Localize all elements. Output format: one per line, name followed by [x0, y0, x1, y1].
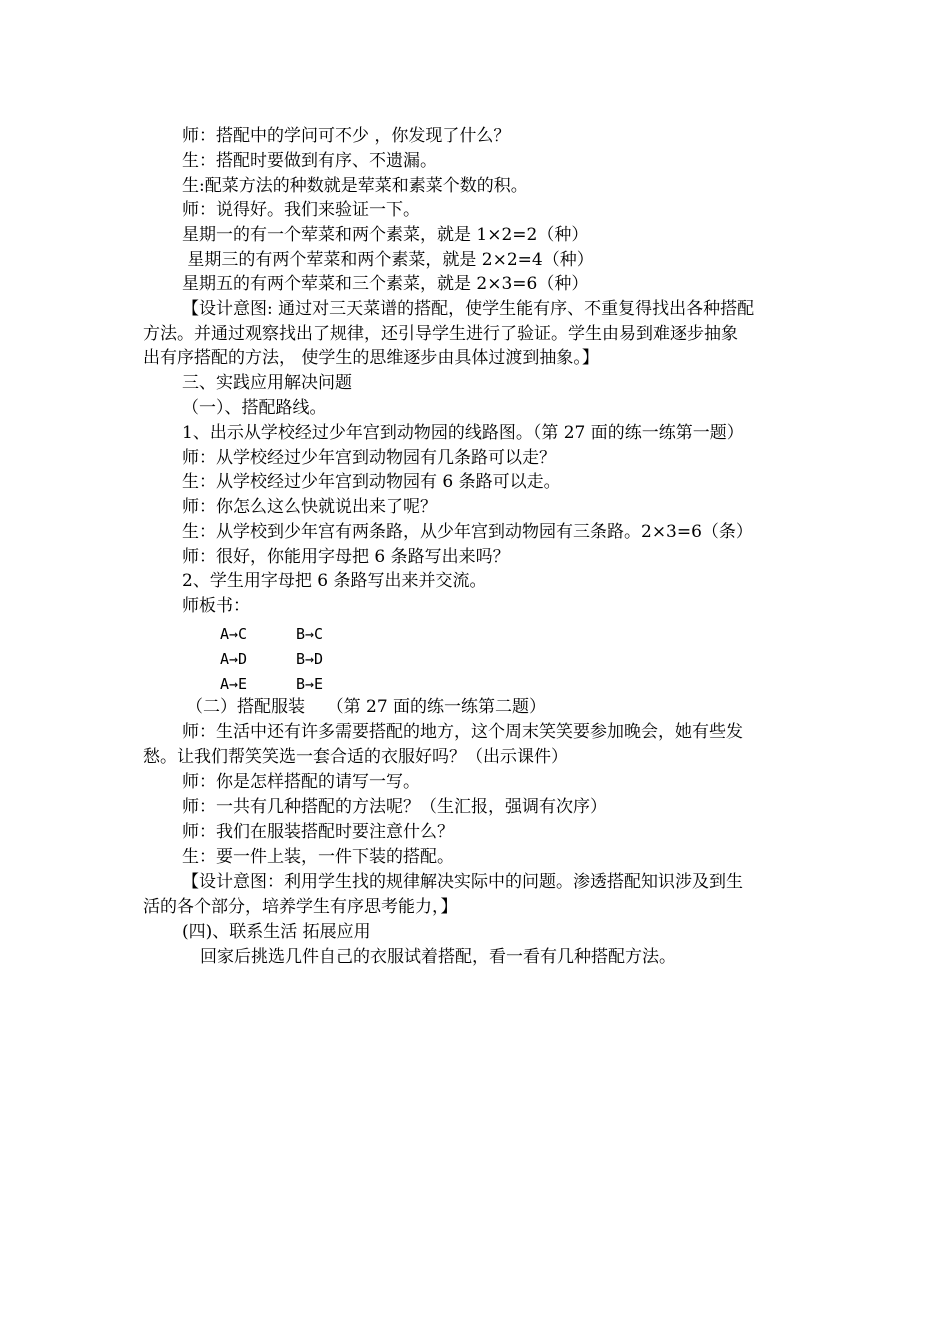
dialogue-line: 师：你是怎样搭配的请写一写。 — [182, 772, 420, 792]
dialogue-line: 师：说得好。我们来验证一下。 — [182, 200, 420, 220]
route-entry: A→D — [220, 650, 248, 668]
design-intent-paragraph: 出有序搭配的方法， 使学生的思维逐步由具体过渡到抽象。】 — [143, 348, 599, 368]
text-line: 2、学生用字母把 6 条路写出来并交流。 — [182, 571, 487, 591]
subsection-heading: （二）搭配服装 （第 27 面的练一练第二题） — [186, 697, 547, 717]
dialogue-line: 愁。让我们帮笑笑选一套合适的衣服好吗？（出示课件） — [143, 747, 568, 767]
text-line: 回家后挑选几件自己的衣服试着搭配，看一看有几种搭配方法。 — [200, 947, 676, 967]
dialogue-line: 师：你怎么这么快就说出来了呢？ — [182, 497, 437, 517]
design-intent-paragraph: 活的各个部分，培养学生有序思考能力，】 — [143, 897, 458, 917]
dialogue-line: 师：生活中还有许多需要搭配的地方，这个周末笑笑要参加晚会，她有些发 — [182, 722, 743, 742]
subsection-heading: （一）、搭配路线。 — [182, 398, 327, 418]
design-intent-paragraph: 方法。并通过观察找出了规律，还引导学生进行了验证。学生由易到难逐步抽象 — [143, 324, 738, 344]
text-line: 星期五的有两个荤菜和三个素菜，就是 2×3=6（种） — [182, 274, 589, 294]
route-entry: A→C — [220, 625, 248, 643]
dialogue-line: 生：要一件上装，一件下装的搭配。 — [182, 847, 454, 867]
design-intent-paragraph: 【设计意图: 通过对三天菜谱的搭配，使学生能有序、不重复得找出各种搭配 — [182, 299, 755, 319]
route-entry: B→D — [296, 650, 324, 668]
dialogue-line: 师：一共有几种搭配的方法呢？（生汇报，强调有次序） — [182, 797, 607, 817]
dialogue-line: 生：从学校经过少年宫到动物园有 6 条路可以走。 — [182, 472, 561, 492]
design-intent-paragraph: 【设计意图：利用学生找的规律解决实际中的问题。渗透搭配知识涉及到生 — [182, 872, 743, 892]
text-line: 星期三的有两个荤菜和两个素菜，就是 2×2=4（种） — [182, 250, 594, 270]
section-heading: (四)、联系生活 拓展应用 — [182, 922, 371, 942]
dialogue-line: 师：我们在服装搭配时要注意什么？ — [182, 822, 454, 842]
dialogue-line: 师：从学校经过少年宫到动物园有几条路可以走？ — [182, 448, 556, 468]
dialogue-line: 生:配菜方法的种数就是荤菜和素菜个数的积。 — [182, 176, 528, 196]
route-entry: B→E — [296, 675, 324, 693]
dialogue-line: 生：从学校到少年宫有两条路，从少年宫到动物园有三条路。2×3=6（条） — [182, 522, 753, 542]
route-entry: A→E — [220, 675, 248, 693]
text-line: 星期一的有一个荤菜和两个素菜，就是 1×2=2（种） — [182, 225, 589, 245]
dialogue-line: 师：很好，你能用字母把 6 条路写出来吗？ — [182, 547, 510, 567]
dialogue-line: 生：搭配时要做到有序、不遗漏。 — [182, 151, 437, 171]
section-heading: 三、实践应用解决问题 — [182, 373, 352, 393]
route-entry: B→C — [296, 625, 324, 643]
text-line: 1、出示从学校经过少年宫到动物园的线路图。（第 27 面的练一练第一题） — [182, 423, 744, 443]
text-line: 师板书： — [182, 596, 250, 616]
dialogue-line: 师：搭配中的学问可不少 ，你发现了什么？ — [182, 126, 511, 146]
